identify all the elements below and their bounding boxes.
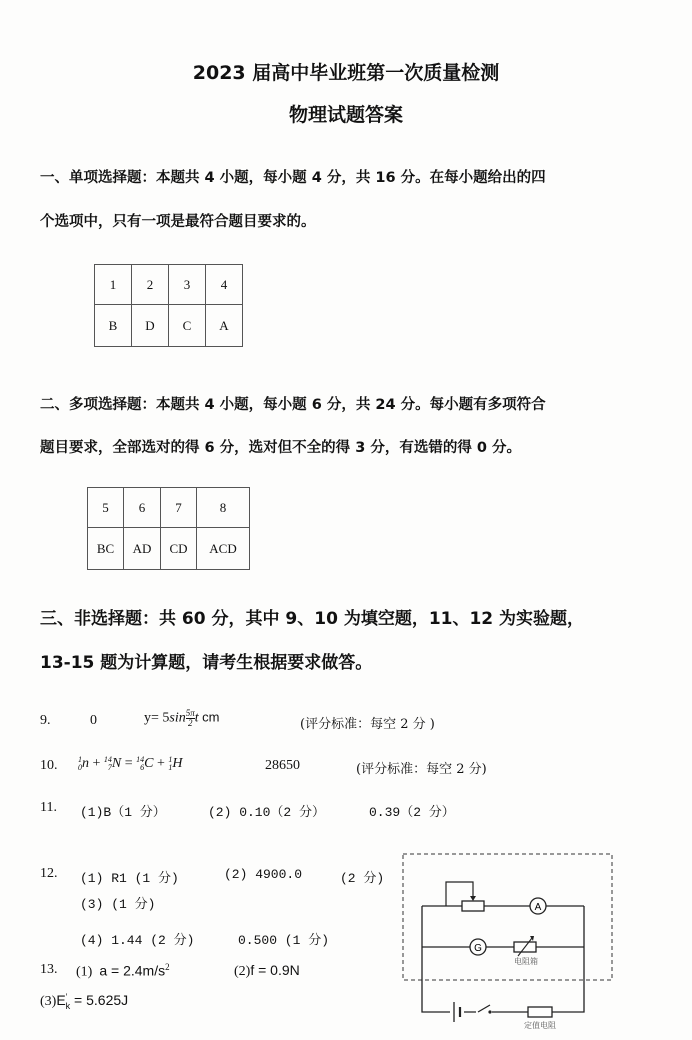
section3-line1: 三、非选择题：共 60 分，其中 9、10 为填空题，11、12 为实验题， — [40, 609, 585, 629]
q9-eq-unit: cm — [202, 709, 220, 725]
q10-C-scripts: 14 6 — [136, 755, 145, 772]
q12-line1-a: (1) R1 (1 分) — [80, 871, 179, 886]
section2-heading: 二、多项选择题： — [40, 397, 156, 413]
q13-answer1 — [76, 962, 170, 981]
section2-number: 6 — [124, 488, 161, 528]
section1-line1 — [40, 166, 546, 187]
q10-number: 10. — [40, 758, 58, 773]
section1-answer: A — [206, 305, 243, 347]
section1-number: 2 — [132, 265, 169, 305]
page-subtitle: 物理试题答案 — [288, 104, 403, 126]
q10-N-scripts: 14 7 — [103, 755, 112, 772]
galvanometer-label: G — [474, 943, 482, 954]
q10-plus: + — [153, 756, 169, 772]
q13-a3-sub: k — [65, 1000, 71, 1011]
q10-n-scripts: 1 0 — [78, 755, 82, 772]
section1-desc-line1: 本题共 4 小题，每小题 4 分，共 16 分。在每小题给出的四 — [156, 170, 546, 186]
fixed-resistor-label: 定值电阻 — [524, 1021, 556, 1030]
q12-line1-b: (2) 4900.0 — [224, 867, 303, 882]
q11-answer3: 0.39（2 分） — [369, 805, 455, 820]
rheostat-slider — [446, 882, 473, 906]
q13-answer3 — [40, 992, 128, 1011]
q13-a1-prefix: (1) — [76, 964, 93, 980]
section2-answer-table — [87, 487, 250, 570]
q10-nitrogen: N — [111, 756, 122, 772]
section2-answer: AD — [124, 528, 161, 570]
q12-line1-c: (2 分) — [340, 871, 385, 886]
resistance-box-label: 电阻箱 — [514, 957, 538, 966]
q9-number: 9. — [40, 713, 51, 728]
q10-score-note: (评分标准：每空 2 分) — [356, 762, 487, 777]
section2-answer: ACD — [197, 528, 250, 570]
q12-number: 12. — [40, 866, 58, 881]
section2-number: 8 — [197, 488, 250, 528]
q9-eq-fraction — [186, 709, 195, 728]
q9-equation — [144, 709, 220, 728]
section1-answer: B — [95, 305, 132, 347]
ammeter-label: A — [534, 902, 542, 913]
section2-line1 — [40, 393, 546, 414]
q13-a3-sup: ' — [65, 991, 68, 1002]
dashed-box — [403, 854, 612, 980]
section2-number: 5 — [88, 488, 124, 528]
q13-number: 13. — [40, 962, 58, 977]
q9-eq-t: t — [194, 710, 199, 726]
section1-heading: 一、单项选择题： — [40, 170, 156, 186]
q12-line2: (3) (1 分) — [80, 897, 156, 912]
q12-line3-b: 0.500 (1 分) — [238, 933, 330, 948]
q13-a1-sup: 2 — [165, 962, 170, 972]
q13-a3-E: E — [56, 992, 66, 1008]
section2-answer: BC — [88, 528, 124, 570]
section1-answer: D — [132, 305, 169, 347]
q13-a3-eq: = 5.625J — [70, 992, 129, 1008]
page-title: 2023 届高中毕业班第一次质量检测 — [192, 62, 500, 84]
q10-nuclear-equation — [78, 756, 183, 772]
section1-desc-line2: 个选项中，只有一项是最符合题目要求的。 — [40, 214, 316, 230]
section1-number: 3 — [169, 265, 206, 305]
q13-a1-eq: a = 2.4m/s — [99, 962, 166, 979]
q10-answer2: 28650 — [265, 758, 300, 773]
rheostat-icon — [462, 901, 484, 911]
q10-H-scripts: 1 1 — [168, 755, 173, 772]
circuit-diagram — [402, 852, 614, 1032]
q9-answer1: 0 — [90, 713, 97, 728]
q13-a2-prefix: (2) — [234, 964, 251, 979]
q13-answer2 — [234, 962, 300, 980]
q10-equals: = — [121, 756, 137, 772]
section1-number: 4 — [206, 265, 243, 305]
section2-answer: CD — [161, 528, 197, 570]
q9-eq-prefix: y= 5 — [144, 710, 170, 726]
section2-desc-line2: 题目要求，全部选对的得 6 分，选对但不全的得 3 分，有选错的得 0 分。 — [40, 440, 522, 456]
outer-wire — [422, 906, 584, 1012]
q9-frac-den: 2 — [188, 718, 193, 728]
q13-a2-eq: f = 0.9N — [250, 962, 300, 978]
q9-frac-num: 5π — [185, 708, 195, 718]
q9-eq-sin: sin — [169, 710, 186, 726]
q10-carbon: C — [144, 756, 154, 772]
section3-line2: 13-15 题为计算题，请考生根据要求做答。 — [40, 653, 373, 673]
q11-number: 11. — [40, 800, 57, 815]
section2-number: 7 — [161, 488, 197, 528]
q13-a3-prefix: (3) — [40, 994, 57, 1009]
section1-answer: C — [169, 305, 206, 347]
q10-neutron: n — [82, 756, 89, 772]
q9-score-note: (评分标准：每空 2 分 ) — [300, 717, 435, 732]
q10-plus: + — [89, 756, 104, 772]
section1-answer-table — [94, 264, 243, 347]
q11-answer2: (2) 0.10（2 分） — [208, 805, 326, 820]
section1-number: 1 — [95, 265, 132, 305]
section2-desc-line1: 本题共 4 小题，每小题 6 分，共 24 分。每小题有多项符合 — [156, 397, 546, 413]
q11-answer1: (1)B（1 分） — [80, 805, 166, 820]
fixed-resistor-icon — [528, 1007, 552, 1017]
q10-hydrogen: H — [172, 756, 183, 772]
q12-line3-a: (4) 1.44 (2 分) — [80, 933, 195, 948]
